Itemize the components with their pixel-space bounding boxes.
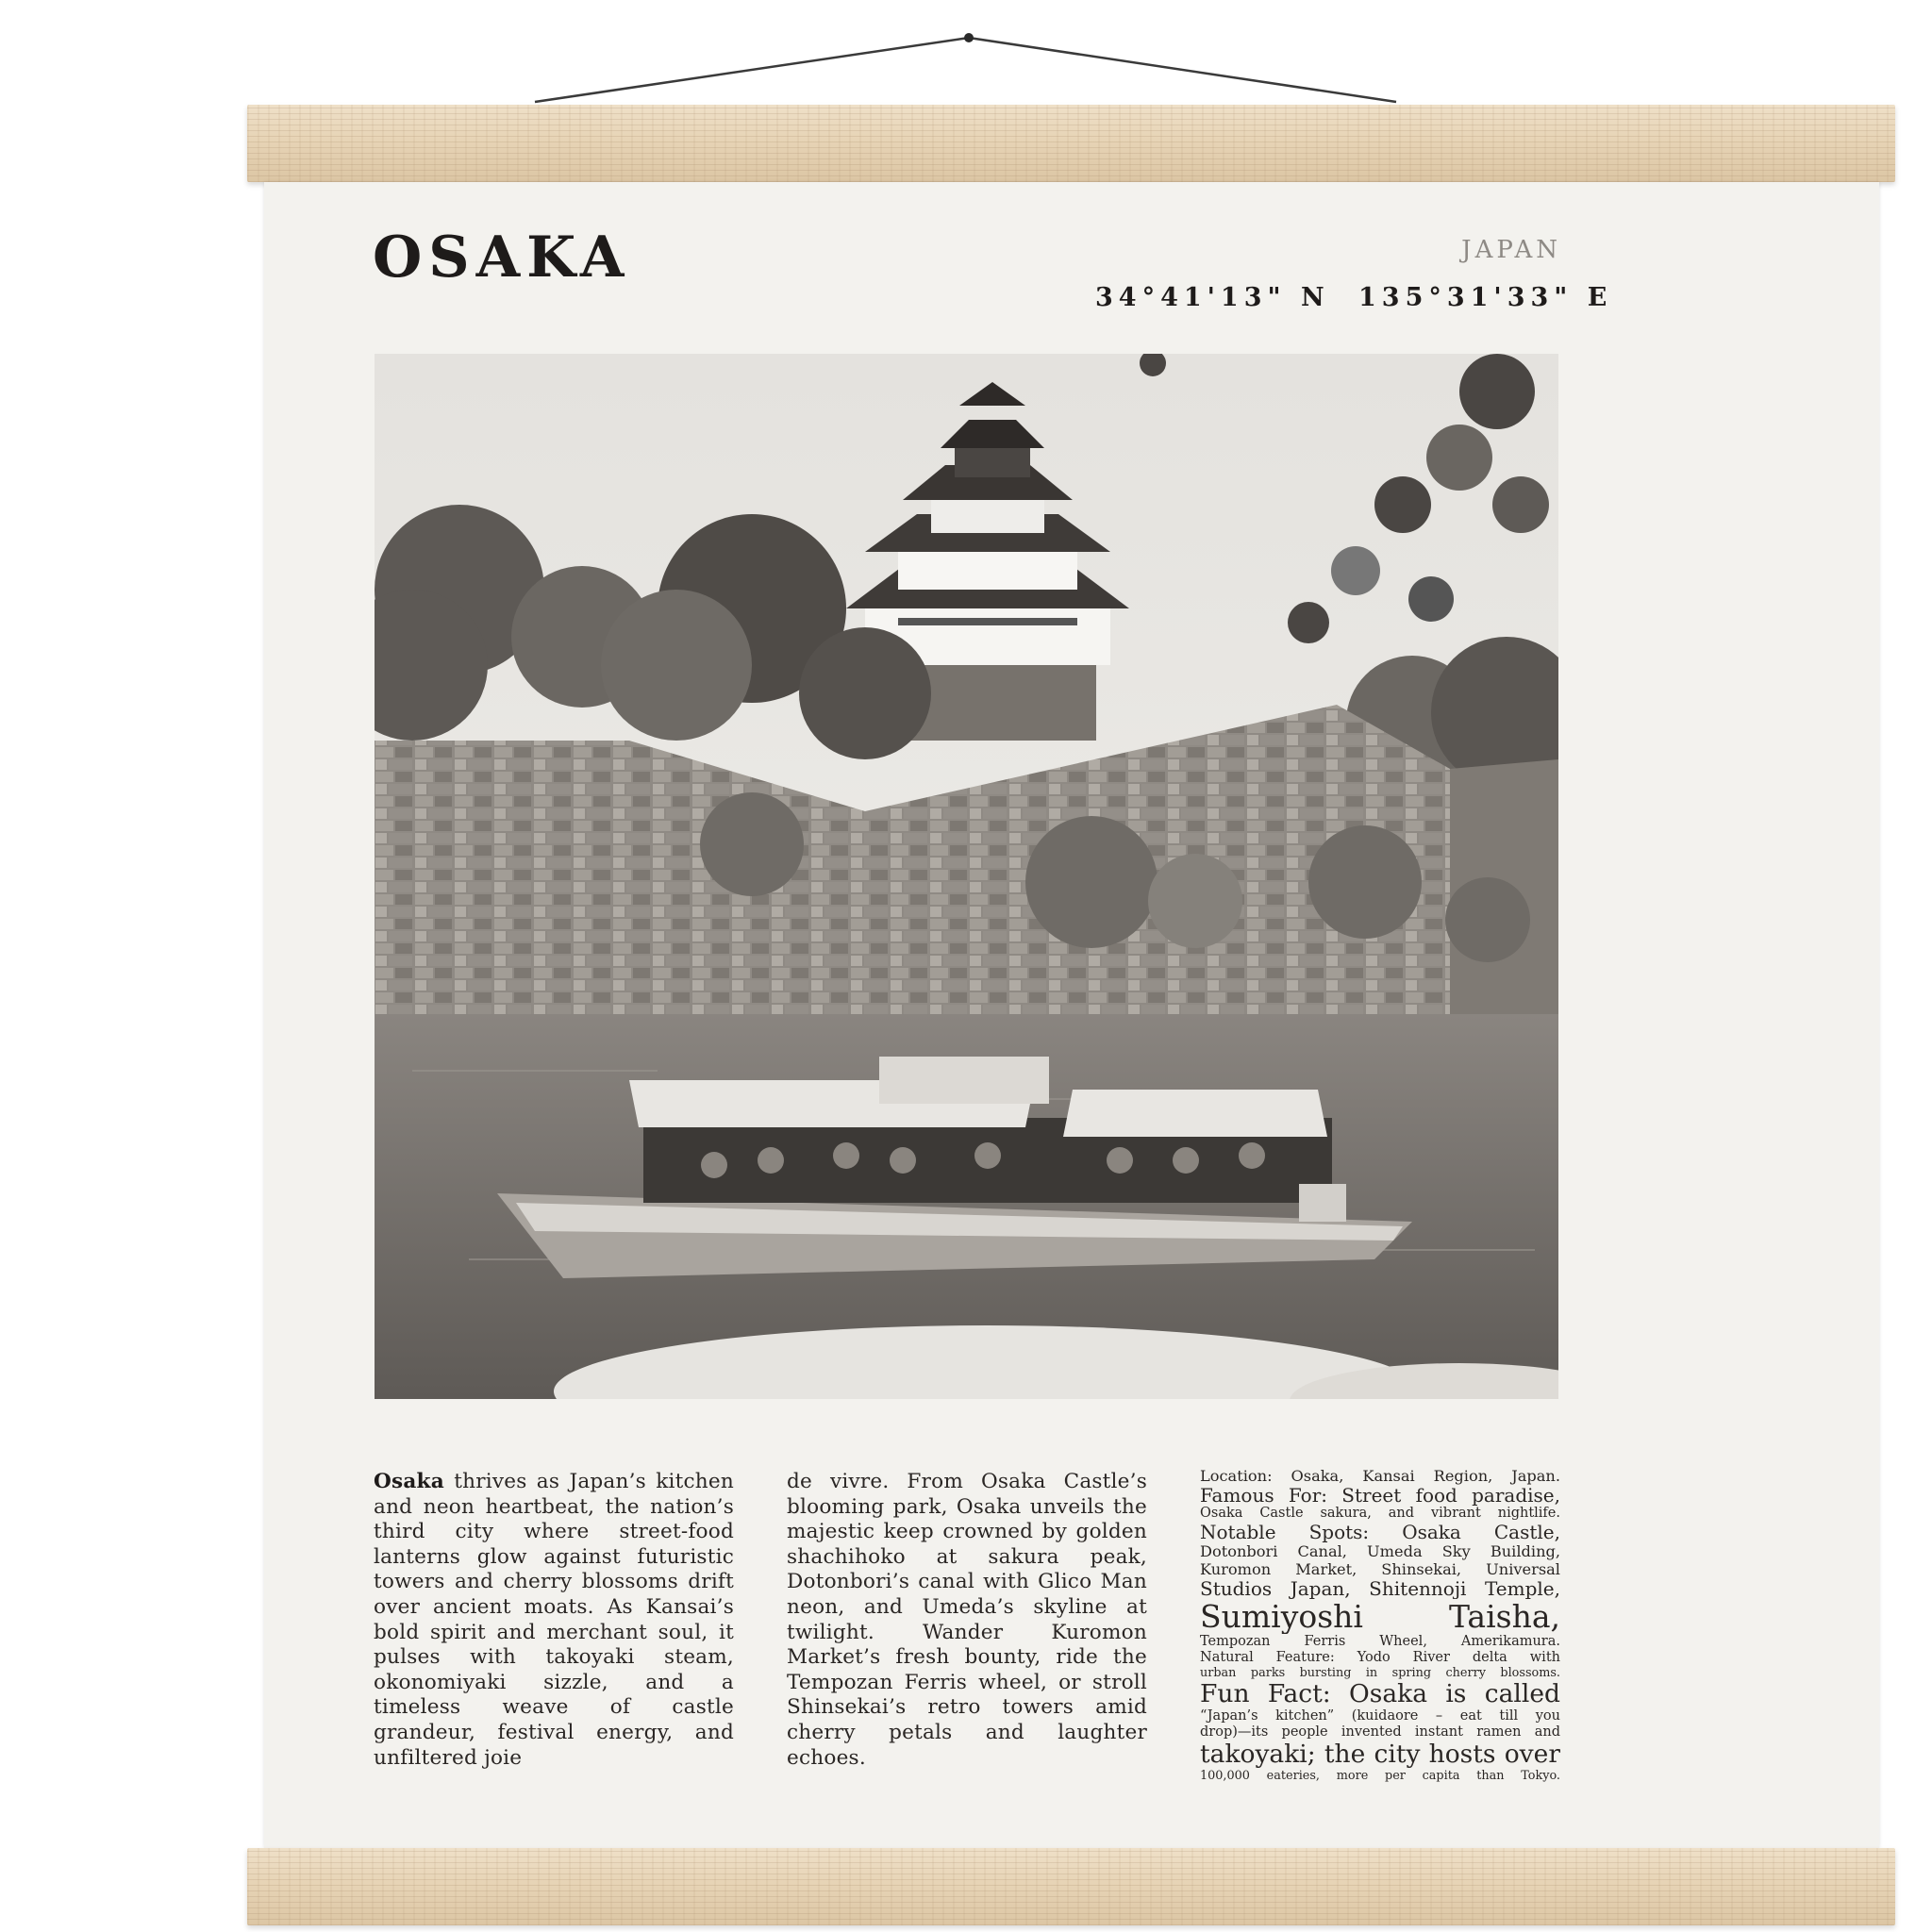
description-column-2: de vivre. From Osaka Castle’s blooming park, Osaka unveils the majestic keep crowned by golden shachihoko at sakura peak, Dotonbori’s canal with Glico Man neon, and Umeda’s skyline at twilight. Wander Kuromon Market’s fresh bounty, ride the Tempozan Ferris wheel, or stroll Shinsekai’s retro towers amid cherry petals and laughter echoes. [787, 1470, 1147, 1770]
fact-line: Kuromon Market, Shinsekai, Universal [1200, 1560, 1560, 1578]
fact-line: takoyaki; the city hosts over [1200, 1740, 1560, 1769]
fact-line: Notable Spots: Osaka Castle, [1200, 1522, 1560, 1542]
fact-line: Dotonbori Canal, Umeda Sky Building, [1200, 1542, 1560, 1560]
fact-line: Famous For: Street food paradise, [1200, 1485, 1560, 1506]
description-lead: Osaka [374, 1470, 444, 1493]
fact-line: Osaka Castle sakura, and vibrant nightlife. [1200, 1506, 1560, 1521]
description-column-1 [374, 1470, 734, 1771]
fact-line: Location: Osaka, Kansai Region, Japan. [1200, 1467, 1560, 1485]
city-title: OSAKA [373, 225, 631, 291]
fact-line: Fun Fact: Osaka is called [1200, 1680, 1560, 1708]
fact-line: Tempozan Ferris Wheel, Amerikamura. [1200, 1634, 1560, 1649]
fact-line: 100,000 eateries, more per capita than Tokyo. [1200, 1769, 1560, 1783]
fact-line: urban parks bursting in spring cherry blossoms. [1200, 1666, 1560, 1680]
bottom-wooden-hanger [247, 1848, 1895, 1925]
latitude-label: 34°41'13" N [1095, 283, 1330, 312]
description-text-1: thrives as Japan’s kitchen and neon heartbeat, the nation’s third city where street-food lanterns glow against futuristic towers and cherry blossoms drift over ancient moats. As Kansai’s bold spirit and merchant soul, it pulses with takoyaki steam, okonomiyaki sizzle, and a timeless weave of castle grandeur, festival energy, and unfiltered joie [374, 1470, 734, 1770]
fact-line: “Japan’s kitchen” (kuidaore – eat till you [1200, 1708, 1560, 1724]
country-label: JAPAN [1461, 236, 1561, 264]
facts-column [1200, 1467, 1560, 1783]
fact-line: Studios Japan, Shitennoji Temple, [1200, 1578, 1560, 1599]
top-wooden-hanger [247, 105, 1895, 182]
fact-line: Sumiyoshi Taisha, [1200, 1599, 1560, 1634]
longitude-label: 135°31'33" E [1358, 283, 1613, 312]
castle-photo [375, 354, 1558, 1399]
fact-line: Natural Feature: Yodo River delta with [1200, 1650, 1560, 1665]
fact-line: drop)—its people invented instant ramen and [1200, 1724, 1560, 1740]
